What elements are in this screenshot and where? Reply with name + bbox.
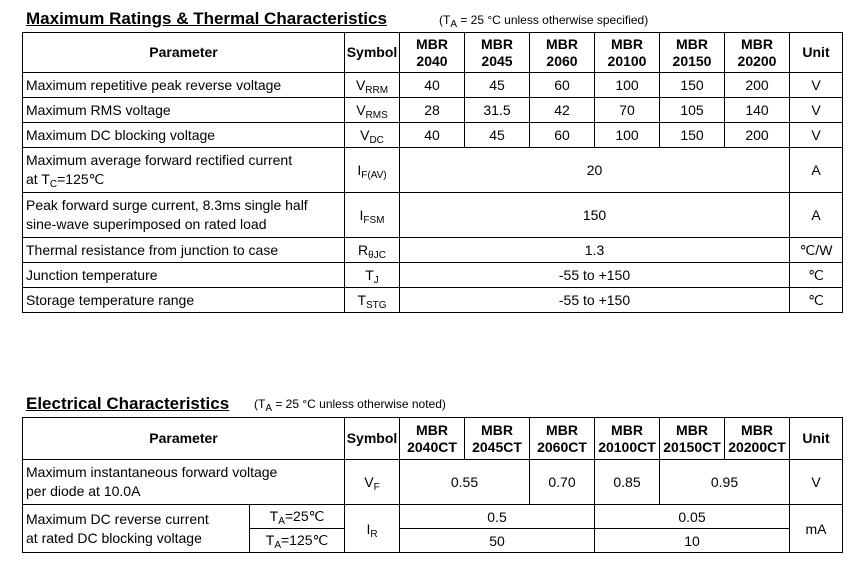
value-cell: 200 xyxy=(725,73,790,98)
unit-cell: ℃ xyxy=(790,288,843,313)
table-row xyxy=(23,193,843,238)
header-model: MBR 2040 xyxy=(400,33,465,73)
param-cell: Maximum instantaneous forward voltage per diode at 10.0A xyxy=(23,460,345,505)
table-row xyxy=(23,123,843,148)
symbol-cell: $I_R$ xyxy=(345,505,400,553)
unit-cell: A xyxy=(790,193,843,238)
value-cell: 10 xyxy=(595,529,790,553)
value-cell: -55 to +150 xyxy=(400,288,790,313)
value-cell: 45 xyxy=(465,73,530,98)
unit-cell: V xyxy=(790,123,843,148)
param-cell: Maximum DC blocking voltage xyxy=(23,123,345,148)
unit-cell: ℃ xyxy=(790,263,843,288)
header-model: MBR 2045CT xyxy=(465,418,530,460)
ratings-table xyxy=(22,32,843,313)
value-cell: 0.95 xyxy=(660,460,790,505)
header-parameter: Parameter xyxy=(23,33,345,73)
header-model: MBR 2060 xyxy=(530,33,595,73)
value-cell: 60 xyxy=(530,73,595,98)
symbol-cell: $T_{STG}$ xyxy=(345,288,400,313)
value-cell: 140 xyxy=(725,98,790,123)
table-row xyxy=(23,98,843,123)
value-cell: 40 xyxy=(400,123,465,148)
value-cell: 0.05 xyxy=(595,505,790,529)
symbol-cell: $V_{RMS}$ xyxy=(345,98,400,123)
table-row xyxy=(23,288,843,313)
value-cell: 0.55 xyxy=(400,460,530,505)
ratings-title: Maximum Ratings & Thermal Characteristics xyxy=(26,9,387,28)
table-row xyxy=(23,263,843,288)
unit-cell: V xyxy=(790,98,843,123)
value-cell: 20 xyxy=(400,148,790,193)
header-symbol: Symbol xyxy=(345,418,400,460)
param-cell: Peak forward surge current, 8.3ms single half sine-wave superimposed on rated load xyxy=(23,193,345,238)
symbol-cell: $R_{\theta JC}$ xyxy=(345,238,400,263)
symbol-cell: $V_{RRM}$ xyxy=(345,73,400,98)
unit-cell: mA xyxy=(790,505,843,553)
param-cell: Maximum repetitive peak reverse voltage xyxy=(23,73,345,98)
condition-cell: $T_A=25℃$ xyxy=(250,505,345,529)
value-cell: 100 xyxy=(595,73,660,98)
header-parameter: Parameter xyxy=(23,418,345,460)
value-cell: 150 xyxy=(400,193,790,238)
value-cell: 70 xyxy=(595,98,660,123)
value-cell: 31.5 xyxy=(465,98,530,123)
table-row xyxy=(23,460,843,505)
value-cell: 42 xyxy=(530,98,595,123)
header-model: MBR 20200CT xyxy=(725,418,790,460)
symbol-cell: $I_{FSM}$ xyxy=(345,193,400,238)
value-cell: 150 xyxy=(660,73,725,98)
symbol-cell: $V_{DC}$ xyxy=(345,123,400,148)
param-cell: Thermal resistance from junction to case xyxy=(23,238,345,263)
value-cell: 1.3 xyxy=(400,238,790,263)
electrical-header-row xyxy=(23,418,843,460)
value-cell: 28 xyxy=(400,98,465,123)
value-cell: 105 xyxy=(660,98,725,123)
condition-cell: $T_A=125℃$ xyxy=(250,529,345,553)
header-model: MBR 2040CT xyxy=(400,418,465,460)
value-cell: 60 xyxy=(530,123,595,148)
header-model: MBR 20100 xyxy=(595,33,660,73)
param-cell: Junction temperature xyxy=(23,263,345,288)
value-cell: 0.85 xyxy=(595,460,660,505)
electrical-table xyxy=(22,417,843,553)
header-model: MBR 2045 xyxy=(465,33,530,73)
symbol-cell: $T_J$ xyxy=(345,263,400,288)
ratings-condition-note: ($T_A = 25$ °C unless otherwise specified) xyxy=(439,13,649,30)
electrical-title: Electrical Characteristics xyxy=(26,394,230,413)
symbol-cell: $V_F$ xyxy=(345,460,400,505)
header-model: MBR 20150CT xyxy=(660,418,725,460)
value-cell: 100 xyxy=(595,123,660,148)
header-model: MBR 2060CT xyxy=(530,418,595,460)
param-cell: Maximum average forward rectified current at $T_C=125℃$ xyxy=(23,148,345,193)
param-cell: Maximum DC reverse current at rated DC blocking voltage xyxy=(23,505,250,553)
unit-cell: ℃/W xyxy=(790,238,843,263)
value-cell: 40 xyxy=(400,73,465,98)
param-cell: Storage temperature range xyxy=(23,288,345,313)
symbol-cell: $I_{F(AV)}$ xyxy=(345,148,400,193)
header-unit: Unit xyxy=(790,33,843,73)
value-cell: 200 xyxy=(725,123,790,148)
header-model: MBR 20200 xyxy=(725,33,790,73)
value-cell: 0.5 xyxy=(400,505,595,529)
electrical-condition-note: ($T_A = 25$ °C unless otherwise noted) xyxy=(254,397,446,414)
table-row xyxy=(23,73,843,98)
header-model: MBR 20150 xyxy=(660,33,725,73)
unit-cell: V xyxy=(790,460,843,505)
value-cell: 0.70 xyxy=(530,460,595,505)
header-unit: Unit xyxy=(790,418,843,460)
value-cell: -55 to +150 xyxy=(400,263,790,288)
param-cell: Maximum RMS voltage xyxy=(23,98,345,123)
table-row xyxy=(23,238,843,263)
value-cell: 150 xyxy=(660,123,725,148)
unit-cell: V xyxy=(790,73,843,98)
unit-cell: A xyxy=(790,148,843,193)
table-row xyxy=(23,148,843,193)
value-cell: 50 xyxy=(400,529,595,553)
ratings-header-row xyxy=(23,33,843,73)
table-row xyxy=(23,505,843,529)
header-symbol: Symbol xyxy=(345,33,400,73)
value-cell: 45 xyxy=(465,123,530,148)
header-model: MBR 20100CT xyxy=(595,418,660,460)
